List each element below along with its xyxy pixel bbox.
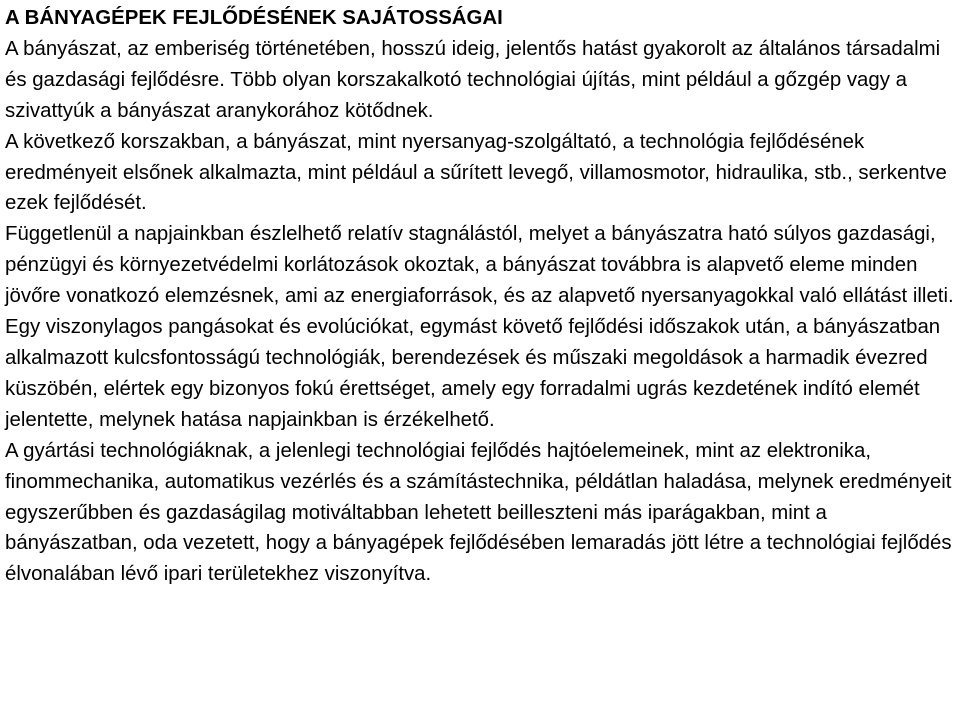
paragraph-next-era: A következő korszakban, a bányászat, mint nyersanyag-szolgáltató, a technológia fejlődésének eredményeit elsőnek alkalmazta, mint például a sűrített levegő, villamosmotor, hidraulika, stb., serkentve ezek fejlődését. <box>5 130 947 215</box>
document-page <box>5 3 955 590</box>
paragraph-intro: A bányászat, az emberiség történetében, hosszú ideig, jelentős hatást gyakorolt az általános társadalmi és gazdasági fejlődésre. Több olyan korszakalkotó technológiai újítás, mint például a gőzgép vagy a szivattyúk a bányászat aranykorához kötődnek. <box>5 37 941 122</box>
paragraph-manufacturing: A gyártási technológiáknak, a jelenlegi technológiai fejlődés hajtóelemeinek, mint az elektronika, finommechanika, automatikus vezérlés és a számítástechnika, példátlan haladása, melynek eredményeit egyszerűbben és gazdaságilag motiváltabban lehetett beilleszteni más iparágakban, mint a bányászatban, oda vezetett, hogy a bányagépek fejlődésében lemaradás jött létre a technológiai fejlődés élvonalában lévő ipari területekhez viszonyítva. <box>5 439 952 586</box>
paragraph-stagnation: Függetlenül a napjainkban észlelhető relatív stagnálástól, melyet a bányászatra ható súlyos gazdasági, pénzügyi és környezetvédelmi korlátozások okoztak, a bányászat továbbra is alapvető eleme minden jövőre vonatkozó elemzésnek, ami az energiaforrások, és az alapvető nyersanyagokkal való ellátást illeti. <box>5 223 954 308</box>
document-title: A BÁNYAGÉPEK FEJLŐDÉSÉNEK SAJÁTOSSÁGAI <box>5 7 503 29</box>
paragraph-maturity: Egy viszonylagos pangásokat és evolúciókat, egymást követő fejlődési időszakok után, a bányászatban alkalmazott kulcsfontosságú technológiák, berendezések és műszaki megoldások a harmadik évezred küszöbén, elértek egy bizonyos fokú érettséget, amely egy forradalmi ugrás kezdetének indító elemét jelentette, melynek hatása napjainkban is érzékelhető. <box>5 316 941 431</box>
